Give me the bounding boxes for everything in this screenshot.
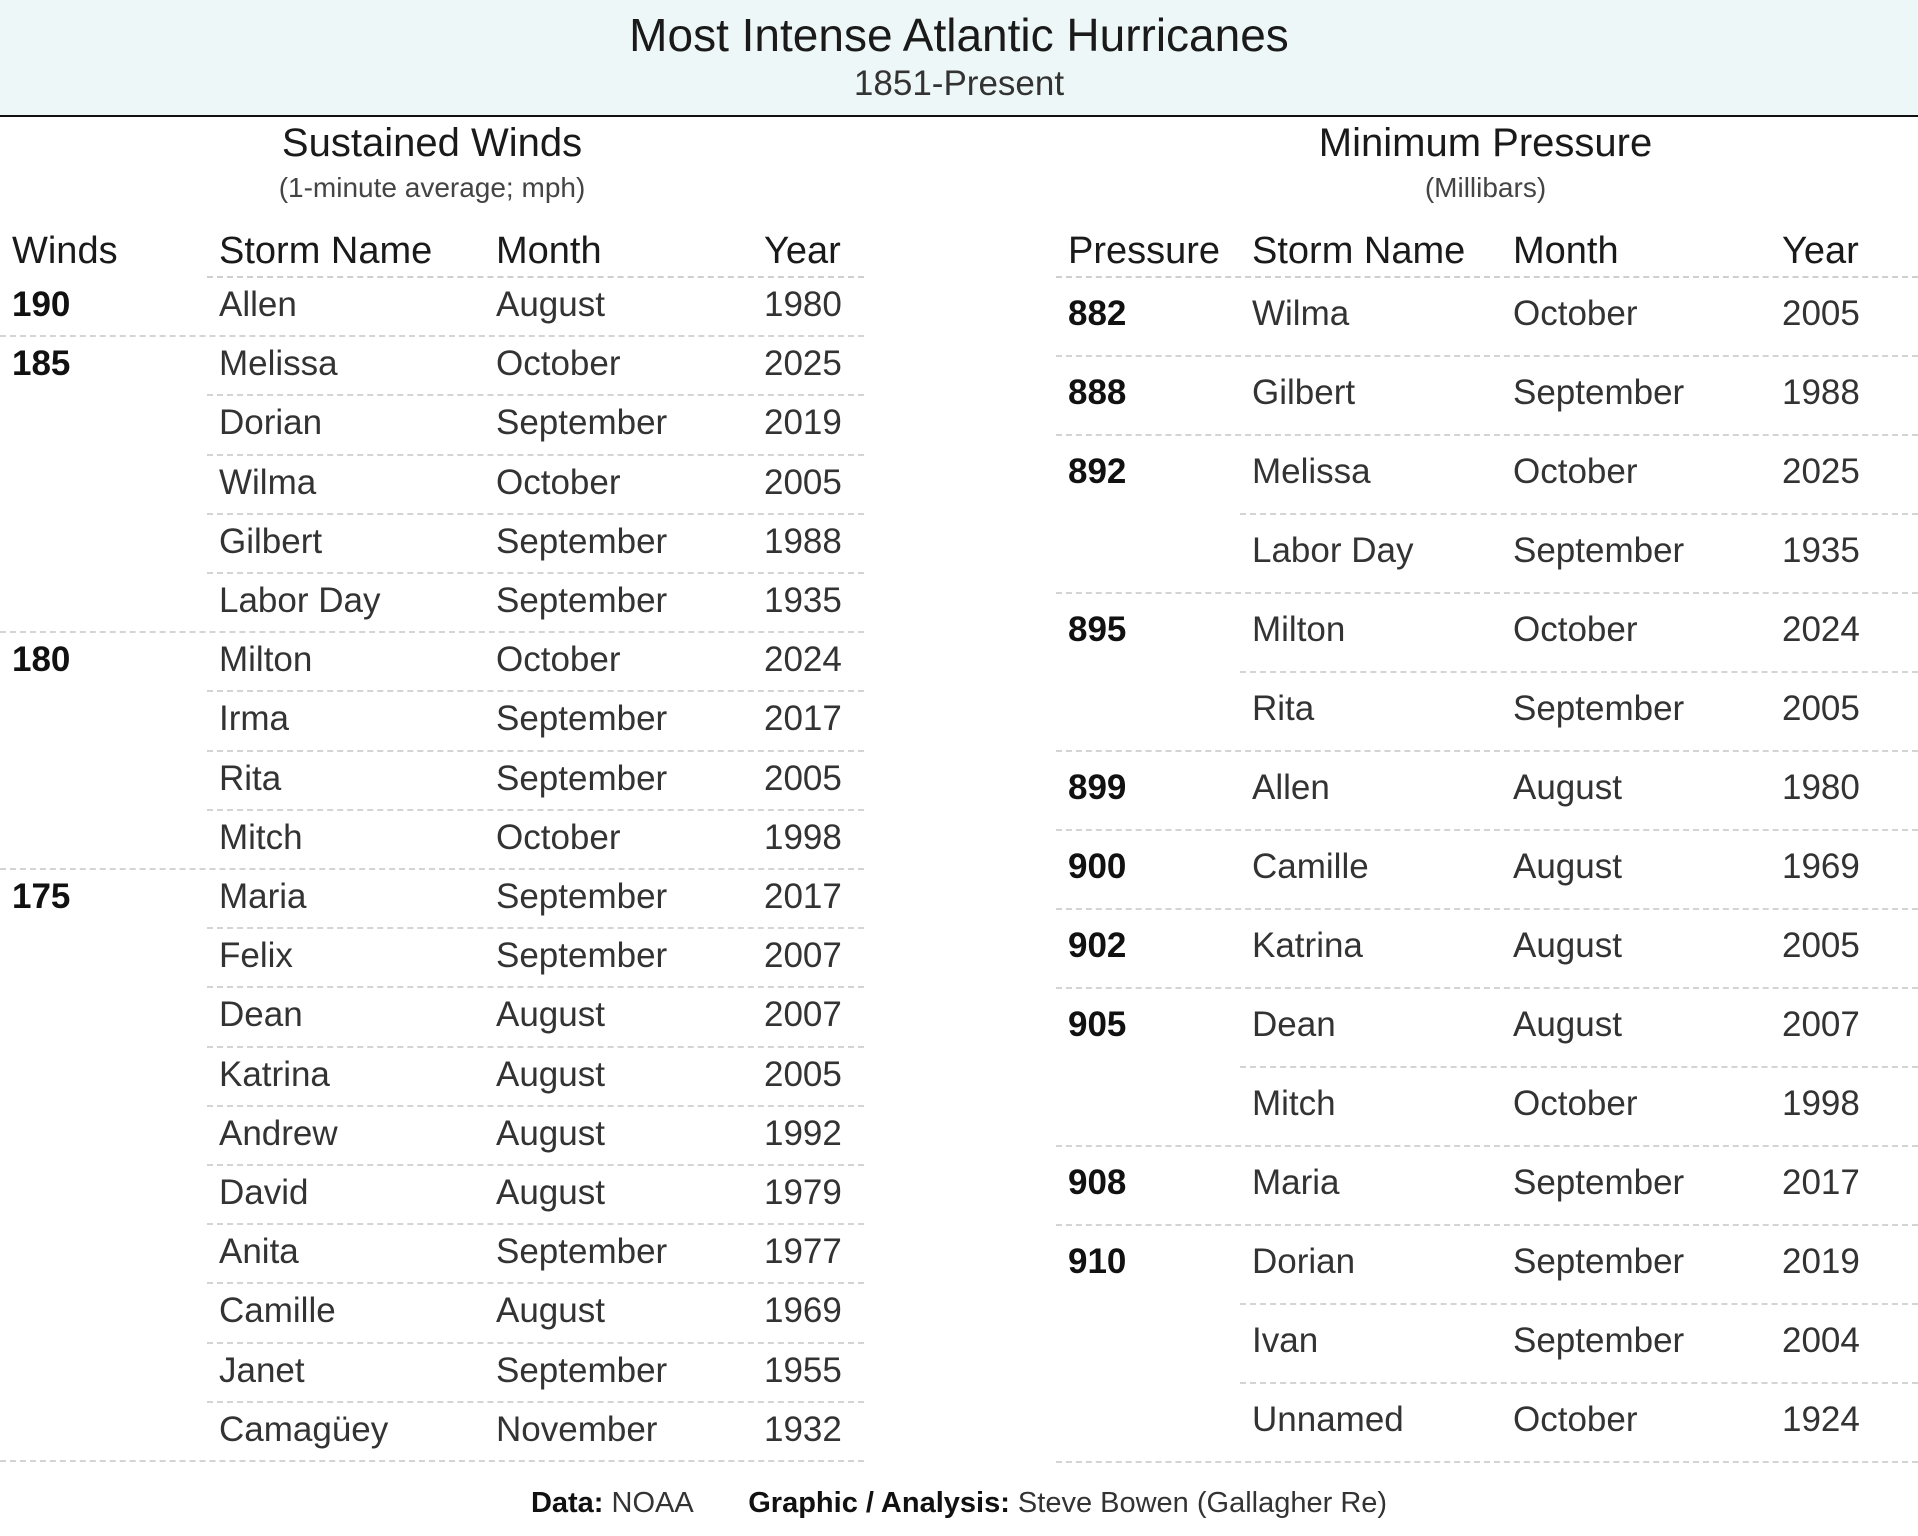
pressure-month-cell: September [1513, 373, 1685, 412]
winds-month-cell: August [496, 1113, 605, 1153]
pressure-storm-name-cell: Dorian [1252, 1242, 1356, 1281]
winds-year-cell: 1980 [764, 285, 842, 324]
pressure-value-cell: 888 [1068, 373, 1127, 412]
winds-value-cell: 180 [12, 640, 71, 680]
winds-year-cell: 1955 [764, 1350, 842, 1390]
winds-month-cell: September [496, 581, 668, 620]
pressure-table-row [1053, 910, 1918, 989]
winds-col-year: Year [764, 230, 841, 272]
pressure-month-cell: September [1513, 1242, 1685, 1281]
winds-table-row [0, 1166, 864, 1225]
winds-table-row [0, 1225, 864, 1284]
pressure-value-cell: 892 [1068, 452, 1127, 491]
winds-storm-name-cell: Mitch [219, 817, 303, 857]
winds-storm-name-cell: Felix [219, 936, 293, 976]
winds-storm-name-cell: David [219, 1173, 309, 1212]
pressure-year-cell: 2024 [1782, 610, 1860, 649]
winds-table-row [0, 988, 864, 1047]
winds-table-row [0, 515, 864, 574]
pressure-year-cell: 2004 [1782, 1321, 1860, 1360]
pressure-month-cell: August [1513, 768, 1622, 807]
winds-year-cell: 2005 [764, 1054, 842, 1094]
page-header [0, 0, 1918, 117]
pressure-month-cell: October [1513, 294, 1638, 333]
winds-col-winds: Winds [12, 230, 118, 272]
winds-year-cell: 1979 [764, 1173, 842, 1212]
pressure-storm-name-cell: Ivan [1252, 1321, 1319, 1360]
pressure-title: Minimum Pressure [1318, 121, 1653, 165]
pressure-table-row [1053, 673, 1918, 752]
winds-value-cell: 175 [12, 877, 71, 916]
pressure-storm-name-cell: Labor Day [1252, 531, 1414, 570]
winds-table-row [0, 337, 864, 396]
pressure-month-cell: August [1513, 1005, 1622, 1044]
winds-year-cell: 2025 [764, 344, 842, 384]
winds-month-cell: September [496, 699, 668, 739]
winds-storm-name-cell: Irma [219, 699, 289, 739]
pressure-row-divider [1056, 1461, 1918, 1463]
winds-table-row [0, 396, 864, 455]
winds-month-cell: August [496, 285, 605, 324]
pressure-month-cell: October [1513, 452, 1638, 491]
winds-row-divider [0, 1460, 864, 1462]
pressure-month-cell: October [1513, 1400, 1638, 1439]
pressure-table-row [1053, 989, 1918, 1068]
footer-graphic-value: Steve Bowen (Gallagher Re) [1017, 1487, 1388, 1519]
winds-col-month: Month [496, 230, 602, 272]
pressure-value-cell: 905 [1068, 1005, 1127, 1044]
pressure-month-cell: September [1513, 1321, 1685, 1360]
winds-table-row [0, 692, 864, 751]
pressure-storm-name-cell: Melissa [1252, 452, 1371, 491]
pressure-table-row [1053, 278, 1918, 357]
winds-storm-name-cell: Labor Day [219, 581, 381, 620]
winds-storm-name-cell: Gilbert [219, 521, 323, 561]
pressure-storm-name-cell: Dean [1252, 1005, 1336, 1044]
pressure-year-cell: 2005 [1782, 689, 1860, 728]
winds-storm-name-cell: Maria [219, 877, 307, 916]
winds-storm-name-cell: Camille [219, 1291, 336, 1331]
pressure-month-cell: October [1513, 610, 1638, 649]
winds-table-row [0, 1284, 864, 1343]
pressure-year-cell: 1969 [1782, 847, 1860, 886]
pressure-table-row [1053, 357, 1918, 436]
winds-table-row [0, 1107, 864, 1166]
pressure-year-cell: 1998 [1782, 1084, 1860, 1123]
winds-year-cell: 2017 [764, 699, 842, 739]
winds-storm-name-cell: Wilma [219, 462, 317, 502]
winds-year-cell: 2005 [764, 758, 842, 798]
pressure-year-cell: 1935 [1782, 531, 1860, 570]
winds-month-cell: September [496, 1232, 668, 1272]
winds-year-cell: 2005 [764, 462, 842, 502]
winds-month-cell: October [496, 462, 621, 502]
pressure-table-row [1053, 594, 1918, 673]
winds-table-row [0, 574, 864, 633]
winds-storm-name-cell: Milton [219, 640, 313, 680]
pressure-year-cell: 2007 [1782, 1005, 1860, 1044]
winds-month-cell: October [496, 640, 621, 680]
winds-value-cell: 185 [12, 344, 71, 384]
winds-title: Sustained Winds [281, 121, 583, 165]
pressure-col-pressure: Pressure [1068, 230, 1221, 272]
pressure-year-cell: 1980 [1782, 768, 1860, 807]
winds-year-cell: 2017 [764, 877, 842, 916]
winds-year-cell: 1988 [764, 521, 842, 561]
pressure-month-cell: August [1513, 847, 1622, 886]
pressure-storm-name-cell: Maria [1252, 1163, 1340, 1202]
winds-year-cell: 1977 [764, 1232, 842, 1272]
winds-month-cell: October [496, 344, 621, 384]
winds-storm-name-cell: Andrew [219, 1113, 338, 1153]
winds-year-cell: 2019 [764, 403, 842, 443]
winds-month-cell: September [496, 758, 668, 798]
pressure-col-year: Year [1782, 230, 1859, 272]
winds-storm-name-cell: Camagüey [219, 1409, 389, 1449]
pressure-storm-name-cell: Allen [1252, 768, 1330, 807]
winds-year-cell: 2007 [764, 936, 842, 976]
winds-year-cell: 1932 [764, 1409, 842, 1449]
footer-data-value: NOAA [611, 1487, 693, 1519]
pressure-year-cell: 2005 [1782, 926, 1860, 965]
winds-storm-name-cell: Melissa [219, 344, 338, 384]
pressure-month-cell: September [1513, 531, 1685, 570]
pressure-value-cell: 910 [1068, 1242, 1127, 1281]
winds-table-row [0, 870, 864, 929]
winds-year-cell: 2007 [764, 995, 842, 1035]
winds-table-row [0, 811, 864, 870]
pressure-table-row [1053, 752, 1918, 831]
pressure-year-cell: 2025 [1782, 452, 1860, 491]
winds-month-cell: October [496, 817, 621, 857]
pressure-month-cell: August [1513, 926, 1622, 965]
winds-table-row [0, 1403, 864, 1462]
winds-table-row [0, 278, 864, 337]
winds-storm-name-cell: Janet [219, 1350, 305, 1390]
pressure-value-cell: 902 [1068, 926, 1127, 965]
pressure-table-row [1053, 1068, 1918, 1147]
winds-year-cell: 2024 [764, 640, 842, 680]
pressure-storm-name-cell: Katrina [1252, 926, 1363, 965]
pressure-month-cell: September [1513, 1163, 1685, 1202]
winds-storm-name-cell: Katrina [219, 1054, 330, 1094]
winds-storm-name-cell: Dorian [219, 403, 323, 443]
pressure-storm-name-cell: Milton [1252, 610, 1346, 649]
pressure-table-row [1053, 515, 1918, 594]
pressure-col-month: Month [1513, 230, 1619, 272]
pressure-year-cell: 2019 [1782, 1242, 1860, 1281]
winds-storm-name-cell: Dean [219, 995, 303, 1035]
page-title: Most Intense Atlantic Hurricanes [629, 9, 1289, 61]
winds-table-row [0, 456, 864, 515]
winds-month-cell: August [496, 1173, 605, 1212]
winds-value-cell: 190 [12, 285, 71, 324]
footer-graphic-label: Graphic / Analysis: [748, 1487, 1010, 1519]
winds-col-storm-name: Storm Name [219, 230, 433, 272]
pressure-year-cell: 2017 [1782, 1163, 1860, 1202]
pressure-year-cell: 2005 [1782, 294, 1860, 333]
pressure-value-cell: 900 [1068, 847, 1127, 886]
winds-month-cell: September [496, 1350, 668, 1390]
winds-month-cell: September [496, 936, 668, 976]
pressure-year-cell: 1988 [1782, 373, 1860, 412]
pressure-table-row [1053, 1226, 1918, 1305]
pressure-table-row [1053, 1147, 1918, 1226]
winds-year-cell: 1935 [764, 581, 842, 620]
footer-data-label: Data: [530, 1487, 604, 1519]
winds-year-cell: 1992 [764, 1113, 842, 1153]
winds-month-cell: September [496, 877, 668, 916]
pressure-table-row [1053, 831, 1918, 910]
pressure-month-cell: October [1513, 1084, 1638, 1123]
winds-month-cell: August [496, 995, 605, 1035]
winds-table-row [0, 1048, 864, 1107]
pressure-table-row [1053, 1305, 1918, 1384]
pressure-storm-name-cell: Camille [1252, 847, 1369, 886]
winds-month-cell: September [496, 403, 668, 443]
pressure-value-cell: 895 [1068, 610, 1127, 649]
winds-storm-name-cell: Anita [219, 1232, 299, 1272]
winds-storm-name-cell: Allen [219, 285, 297, 324]
pressure-storm-name-cell: Wilma [1252, 294, 1350, 333]
pressure-subtitle: (Millibars) [1424, 172, 1547, 203]
winds-month-cell: September [496, 521, 668, 561]
page-subtitle: 1851-Present [853, 64, 1065, 103]
pressure-month-cell: September [1513, 689, 1685, 728]
winds-table-row [0, 1344, 864, 1403]
winds-year-cell: 1998 [764, 817, 842, 857]
pressure-year-cell: 1924 [1782, 1400, 1860, 1439]
winds-table-row [0, 633, 864, 692]
winds-subtitle: (1-minute average; mph) [278, 172, 586, 203]
winds-storm-name-cell: Rita [219, 758, 282, 798]
pressure-value-cell: 899 [1068, 768, 1127, 807]
pressure-value-cell: 908 [1068, 1163, 1127, 1202]
pressure-storm-name-cell: Unnamed [1252, 1400, 1404, 1439]
pressure-table-row [1053, 436, 1918, 515]
pressure-col-storm-name: Storm Name [1252, 230, 1466, 272]
winds-table-row [0, 929, 864, 988]
winds-month-cell: November [496, 1409, 658, 1449]
footer-credits [0, 1487, 1918, 1520]
pressure-storm-name-cell: Rita [1252, 689, 1315, 728]
pressure-storm-name-cell: Mitch [1252, 1084, 1336, 1123]
winds-table-row [0, 752, 864, 811]
winds-year-cell: 1969 [764, 1291, 842, 1331]
pressure-value-cell: 882 [1068, 294, 1127, 333]
winds-month-cell: August [496, 1054, 605, 1094]
winds-month-cell: August [496, 1291, 605, 1331]
pressure-table-row [1053, 1384, 1918, 1463]
pressure-storm-name-cell: Gilbert [1252, 373, 1356, 412]
